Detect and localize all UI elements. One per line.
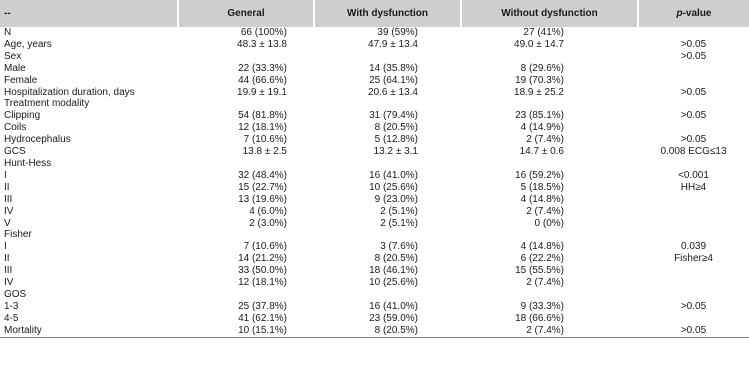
cell-without-dysfunction bbox=[461, 229, 638, 241]
cell-without-dysfunction: 18.9 ± 25.2 bbox=[514, 86, 564, 98]
header-p-italic: p bbox=[676, 8, 683, 19]
cell-with-dysfunction: 5 (12.8%) bbox=[374, 134, 418, 146]
table-row bbox=[0, 301, 749, 313]
cell-p-value: >0.05 bbox=[680, 110, 707, 122]
cell-p-value: >0.05 bbox=[680, 300, 707, 312]
cell-without-dysfunction bbox=[461, 98, 638, 110]
cell-general bbox=[178, 98, 314, 110]
row-label: Hydrocephalus bbox=[4, 134, 71, 146]
cell-without-dysfunction: 8 (29.6%) bbox=[520, 62, 564, 74]
cell-without-dysfunction bbox=[461, 158, 638, 170]
cell-with-dysfunction: 10 (25.6%) bbox=[369, 277, 418, 289]
cell-without-dysfunction: 2 (7.4%) bbox=[461, 325, 638, 337]
cell-general: 2 (3.0%) bbox=[249, 217, 287, 229]
table-row bbox=[0, 289, 749, 301]
cell-with-dysfunction: 14 (35.8%) bbox=[369, 62, 418, 74]
cell-without-dysfunction: 4 (14.8%) bbox=[520, 241, 564, 253]
cell-without-dysfunction: 9 (33.3%) bbox=[520, 300, 564, 312]
cell-general: 12 (18.1%) bbox=[238, 277, 287, 289]
table-row bbox=[0, 134, 749, 146]
table-row bbox=[0, 229, 749, 241]
table-row bbox=[0, 194, 749, 206]
cell-p-value bbox=[638, 265, 749, 277]
header-col-label: -- bbox=[0, 0, 178, 27]
table-row bbox=[0, 158, 749, 170]
cell-without-dysfunction: 14.7 ± 0.6 bbox=[519, 146, 564, 158]
cell-p-value bbox=[638, 27, 749, 39]
cell-general: 7 (10.6%) bbox=[243, 241, 287, 253]
cell-p-value bbox=[638, 158, 749, 170]
table-row bbox=[0, 87, 749, 99]
cell-p-value: >0.05 bbox=[680, 134, 707, 146]
row-label: 4-5 bbox=[4, 312, 19, 324]
row-label: GOS bbox=[4, 288, 27, 300]
table-row bbox=[0, 182, 749, 194]
cell-p-value: >0.05 bbox=[680, 50, 707, 62]
table-row bbox=[0, 313, 749, 325]
cell-p-value bbox=[638, 63, 749, 75]
table-row bbox=[0, 241, 749, 253]
row-label: Hospitalization duration, days bbox=[4, 86, 135, 98]
cell-without-dysfunction: 16 (59.2%) bbox=[515, 169, 564, 181]
cell-without-dysfunction: 4 (14.9%) bbox=[520, 122, 564, 134]
cell-with-dysfunction: 9 (23.0%) bbox=[374, 193, 418, 205]
cell-general: 66 (100%) bbox=[240, 27, 287, 38]
cell-p-value: 0.039 bbox=[680, 241, 707, 253]
row-label: Sex bbox=[4, 50, 22, 62]
cell-without-dysfunction: 6 (22.2%) bbox=[520, 253, 564, 265]
cell-with-dysfunction bbox=[314, 229, 461, 241]
cell-p-value bbox=[638, 206, 749, 218]
table-row bbox=[0, 39, 749, 51]
cell-general: 44 (66.6%) bbox=[238, 74, 287, 86]
row-label: I bbox=[4, 169, 7, 181]
cell-general: 15 (22.7%) bbox=[238, 181, 287, 193]
cell-with-dysfunction: 10 (25.6%) bbox=[369, 181, 418, 193]
row-label: Age, years bbox=[4, 38, 52, 50]
cell-general: 48.3 ± 13.8 bbox=[237, 38, 287, 50]
cell-with-dysfunction: 18 (46.1%) bbox=[369, 265, 418, 277]
cell-p-value: >0.05 bbox=[638, 325, 749, 337]
cell-p-value bbox=[638, 229, 749, 241]
cell-p-value: HH≥4 bbox=[680, 181, 707, 193]
cell-with-dysfunction: 8 (20.5%) bbox=[374, 122, 418, 134]
cell-without-dysfunction: 49.0 ± 14.7 bbox=[514, 38, 564, 50]
cell-p-value: >0.05 bbox=[680, 38, 707, 50]
table-row bbox=[0, 277, 749, 289]
cell-general: 41 (62.1%) bbox=[238, 312, 287, 324]
cell-with-dysfunction: 8 (20.5%) bbox=[374, 253, 418, 265]
cell-without-dysfunction: 2 (7.4%) bbox=[526, 277, 564, 289]
cell-general: 13 (19.6%) bbox=[238, 193, 287, 205]
table-row bbox=[0, 218, 749, 230]
cell-p-value: <0.001 bbox=[678, 169, 709, 181]
row-label: Fisher bbox=[4, 229, 32, 241]
cell-without-dysfunction: 4 (14.8%) bbox=[520, 193, 564, 205]
cell-without-dysfunction: 15 (55.5%) bbox=[515, 265, 564, 277]
cell-with-dysfunction: 8 (20.5%) bbox=[314, 325, 461, 337]
row-label: Mortality bbox=[0, 325, 178, 337]
table-row bbox=[0, 265, 749, 277]
table-row bbox=[0, 51, 749, 63]
cell-with-dysfunction: 13.2 ± 3.1 bbox=[373, 146, 418, 158]
table-row bbox=[0, 122, 749, 134]
cell-general bbox=[178, 289, 314, 301]
row-label: V bbox=[4, 217, 11, 229]
header-p-suffix: -value bbox=[682, 8, 712, 19]
table-row bbox=[0, 253, 749, 265]
table-row bbox=[0, 146, 749, 158]
cell-with-dysfunction: 20.6 ± 13.4 bbox=[368, 86, 418, 98]
cell-without-dysfunction: 5 (18.5%) bbox=[520, 181, 564, 193]
row-label: Treatment modality bbox=[4, 98, 90, 110]
cell-p-value bbox=[638, 218, 749, 230]
cell-with-dysfunction: 16 (41.0%) bbox=[369, 169, 418, 181]
cell-with-dysfunction: 16 (41.0%) bbox=[369, 300, 418, 312]
cell-with-dysfunction: 25 (64.1%) bbox=[369, 74, 418, 86]
cell-general: 54 (81.8%) bbox=[238, 110, 287, 122]
cell-p-value: 0.008 ECG≤13 bbox=[660, 146, 727, 158]
cell-without-dysfunction bbox=[461, 289, 638, 301]
cell-general: 10 (15.1%) bbox=[178, 325, 314, 337]
cell-without-dysfunction: 2 (7.4%) bbox=[526, 205, 564, 217]
cell-general: 22 (33.3%) bbox=[238, 62, 287, 74]
cell-general: 33 (50.0%) bbox=[238, 265, 287, 277]
table-body bbox=[0, 27, 749, 337]
table-row bbox=[0, 206, 749, 218]
row-label: N bbox=[4, 27, 12, 38]
cell-p-value bbox=[638, 194, 749, 206]
cell-general: 25 (37.8%) bbox=[238, 300, 287, 312]
cell-general: 32 (48.4%) bbox=[238, 169, 287, 181]
row-label: Female bbox=[4, 74, 38, 86]
cell-p-value: >0.05 bbox=[680, 86, 707, 98]
row-label: III bbox=[4, 265, 13, 277]
cell-with-dysfunction: 23 (59.0%) bbox=[369, 312, 418, 324]
cell-with-dysfunction bbox=[314, 51, 461, 63]
cell-without-dysfunction: 2 (7.4%) bbox=[526, 134, 564, 146]
cell-with-dysfunction bbox=[314, 98, 461, 110]
header-general: General bbox=[178, 0, 314, 27]
cell-p-value bbox=[638, 98, 749, 110]
cell-without-dysfunction bbox=[461, 51, 638, 63]
cell-without-dysfunction: 0 (0%) bbox=[534, 217, 564, 229]
table-row bbox=[0, 98, 749, 110]
table-row bbox=[0, 75, 749, 87]
cell-p-value bbox=[638, 277, 749, 289]
header-p-value bbox=[638, 0, 749, 27]
row-label: II bbox=[4, 253, 10, 265]
row-label: III bbox=[4, 193, 13, 205]
cell-general: 7 (10.6%) bbox=[243, 134, 287, 146]
row-label: IV bbox=[4, 277, 14, 289]
row-label: IV bbox=[4, 205, 14, 217]
cell-without-dysfunction: 19 (70.3%) bbox=[515, 74, 564, 86]
row-label: GCS bbox=[4, 146, 26, 158]
header-without-dysfunction: Without dysfunction bbox=[461, 0, 638, 27]
cell-p-value bbox=[638, 313, 749, 325]
table-row bbox=[0, 27, 749, 39]
cell-p-value bbox=[638, 75, 749, 87]
cell-p-value bbox=[638, 289, 749, 301]
cell-with-dysfunction bbox=[314, 158, 461, 170]
cell-without-dysfunction: 23 (85.1%) bbox=[515, 110, 564, 122]
cell-with-dysfunction: 31 (79.4%) bbox=[369, 110, 418, 122]
cell-general: 19.9 ± 19.1 bbox=[237, 86, 287, 98]
cell-p-value: Fisher≥4 bbox=[674, 253, 713, 265]
cell-general bbox=[178, 51, 314, 63]
table-row bbox=[0, 63, 749, 75]
cell-with-dysfunction: 47.9 ± 13.4 bbox=[368, 38, 418, 50]
cell-general: 14 (21.2%) bbox=[238, 253, 287, 265]
row-label: 1-3 bbox=[4, 300, 19, 312]
cell-with-dysfunction: 3 (7.6%) bbox=[380, 241, 418, 253]
row-label: I bbox=[4, 241, 7, 253]
cell-with-dysfunction bbox=[314, 289, 461, 301]
cell-without-dysfunction: 27 (41%) bbox=[523, 27, 564, 38]
header-row bbox=[0, 0, 749, 27]
cell-general bbox=[178, 229, 314, 241]
cell-general: 13.8 ± 2.5 bbox=[242, 146, 287, 158]
cell-with-dysfunction: 2 (5.1%) bbox=[380, 205, 418, 217]
cell-general: 4 (6.0%) bbox=[249, 205, 287, 217]
row-label: Coils bbox=[4, 122, 27, 134]
cell-general: 12 (18.1%) bbox=[238, 122, 287, 134]
cell-p-value bbox=[638, 122, 749, 134]
cell-with-dysfunction: 2 (5.1%) bbox=[380, 217, 418, 229]
row-label: Clipping bbox=[4, 110, 41, 122]
cell-without-dysfunction: 18 (66.6%) bbox=[515, 312, 564, 324]
cell-general bbox=[178, 158, 314, 170]
row-label: Male bbox=[4, 62, 26, 74]
table-row bbox=[0, 170, 749, 182]
table-row bbox=[0, 110, 749, 122]
table-row bbox=[0, 325, 749, 337]
cell-with-dysfunction: 39 (59%) bbox=[377, 27, 418, 38]
header-with-dysfunction: With dysfunction bbox=[314, 0, 461, 27]
row-label: Hunt-Hess bbox=[4, 157, 52, 169]
row-label: II bbox=[4, 181, 10, 193]
